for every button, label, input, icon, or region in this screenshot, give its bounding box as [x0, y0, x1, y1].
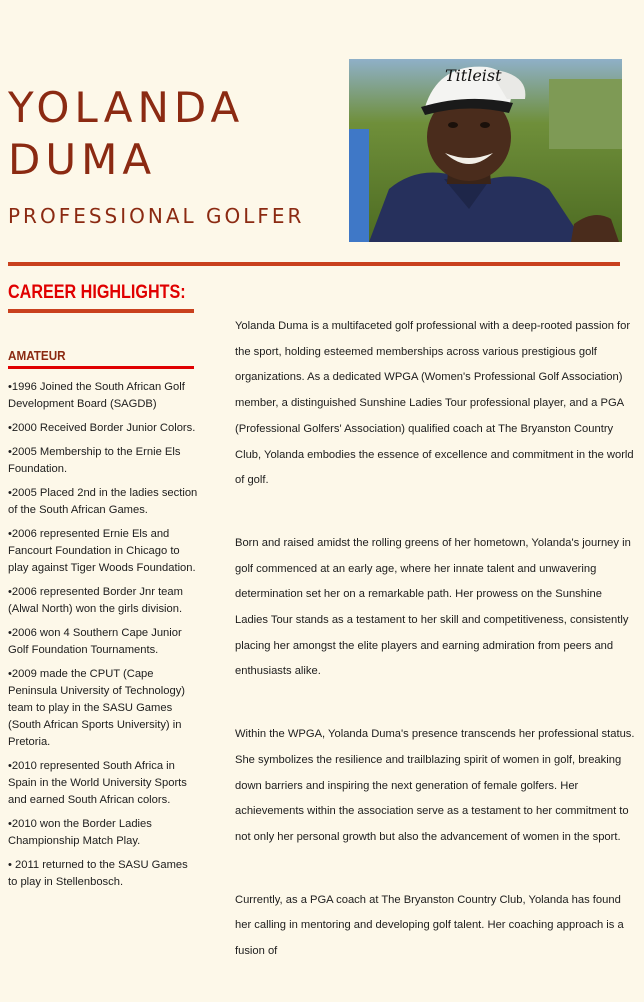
highlight-item: •2010 won the Border Ladies Championship Match Play.: [8, 818, 152, 847]
player-first-name: YOLANDA: [8, 83, 245, 132]
highlight-item: •2000 Received Border Junior Colors.: [8, 422, 196, 434]
amateur-highlights-list: [8, 379, 198, 898]
career-highlights-heading: CAREER HIGHLIGHTS:: [8, 282, 186, 303]
bio-paragraph: Yolanda Duma is a multifaceted golf professional with a deep-rooted passion for the sport, holding esteemed memberships across various prestigious golf organizations. As a dedicated WPGA (Women's Professional Golf Association) member, a distinguished Sunshine Ladies Tour professional player, and a PGA (Professional Golfers' Association) qualified coach at The Bryanston Country Club, Yolanda embodies the essence of excellence and commitment in the world of golf.: [235, 320, 634, 487]
bio-paragraph: Born and raised amidst the rolling greens of her hometown, Yolanda's journey in golf commenced at an early age, where her innate talent and unwavering determination set her on a remarkable path. Her prowess on the Sunshine Ladies Tour stands as a testament to her skill and competitiveness, consistently placing her amongst the elite players and earning admiration from peers and enthusiasts alike.: [235, 536, 631, 678]
highlight-item: •2006 won 4 Southern Cape Junior Golf Foundation Tournaments.: [8, 627, 182, 656]
highlight-item: •1996 Joined the South African Golf Development Board (SAGDB): [8, 381, 185, 410]
player-last-name: DUMA: [8, 135, 157, 184]
bio-paragraph: Within the WPGA, Yolanda Duma's presence transcends her professional status. She symbolizes the resilience and trailblazing spirit of women in golf, breaking down barriers and inspiring the next generation of female golfers. Her achievements within the association serve as a testament to her commitment to not only her personal growth but also the advancement of women in the sport.: [235, 728, 635, 843]
highlight-item: •2005 Placed 2nd in the ladies section of the South African Games.: [8, 487, 198, 516]
highlight-item: •2006 represented Ernie Els and Fancourt Foundation in Chicago to play against Tiger Woods Foundation.: [8, 528, 196, 574]
highlight-item: •2006 represented Border Jnr team (Alwal North) won the girls division.: [8, 586, 183, 615]
header-divider: [8, 262, 620, 266]
highlight-item: •2005 Membership to the Ernie Els Foundation.: [8, 446, 181, 475]
amateur-heading-underline: [8, 366, 194, 369]
highlight-item: • 2011 returned to the SASU Games to play in Stellenbosch.: [8, 859, 188, 888]
player-title: PROFESSIONAL GOLFER: [8, 204, 305, 228]
highlight-item: •2010 represented South Africa in Spain in the World University Sports and earned South African colors.: [8, 760, 187, 806]
player-photo: [349, 59, 622, 242]
highlight-item: •2009 made the CPUT (Cape Peninsula University of Technology) team to play in the SASU Games (South African Sports University) in Pretoria.: [8, 668, 186, 748]
career-heading-underline: [8, 309, 194, 313]
player-name: [8, 82, 244, 186]
biography: [235, 314, 635, 1002]
cap-logo: Titleist: [445, 66, 502, 85]
bio-paragraph: Currently, as a PGA coach at The Bryanston Country Club, Yolanda has found her calling in mentoring and developing golf talent. Her coaching approach is a fusion of: [235, 893, 624, 958]
amateur-heading: AMATEUR: [8, 348, 66, 363]
